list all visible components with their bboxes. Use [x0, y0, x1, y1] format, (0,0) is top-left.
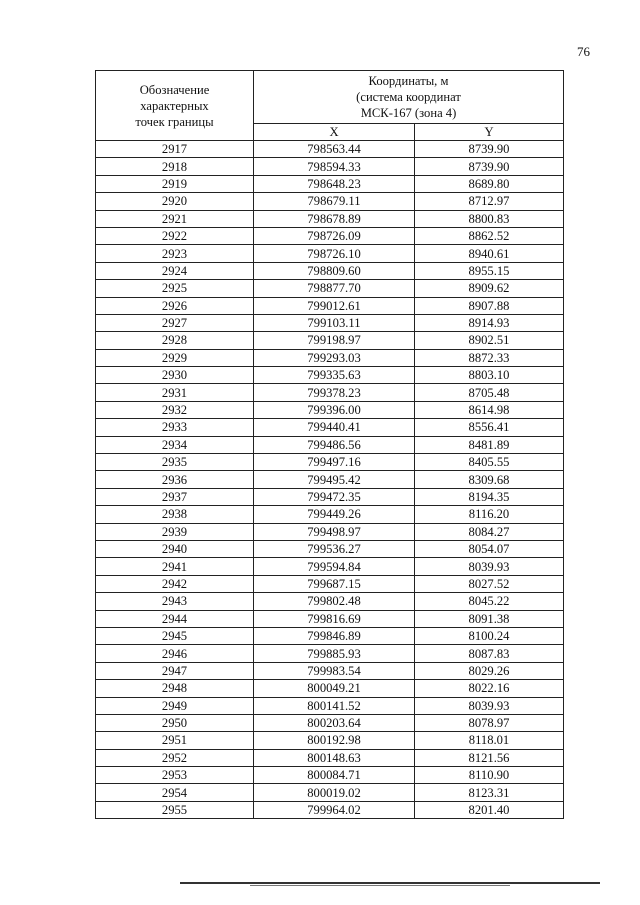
table-row: [96, 193, 564, 210]
cell-y: 8123.31: [415, 784, 564, 801]
cell-point: 2930: [96, 367, 254, 384]
table-row: [96, 645, 564, 662]
cell-y: 8914.93: [415, 314, 564, 331]
table-row: [96, 714, 564, 731]
cell-y: 8800.83: [415, 210, 564, 227]
cell-point: 2945: [96, 627, 254, 644]
cell-point: 2944: [96, 610, 254, 627]
table-row: [96, 367, 564, 384]
cell-y: 8955.15: [415, 262, 564, 279]
cell-x: 799486.56: [254, 436, 415, 453]
cell-x: 800192.98: [254, 732, 415, 749]
cell-point: 2952: [96, 749, 254, 766]
table-row: [96, 280, 564, 297]
coordinates-table: [95, 70, 564, 819]
header-coordinates-line: Координаты, м: [368, 74, 449, 88]
cell-x: 799335.63: [254, 367, 415, 384]
cell-point: 2948: [96, 680, 254, 697]
cell-y: 8909.62: [415, 280, 564, 297]
table-row: [96, 332, 564, 349]
table-row: [96, 506, 564, 523]
cell-point: 2925: [96, 280, 254, 297]
table-row: [96, 523, 564, 540]
cell-y: 8907.88: [415, 297, 564, 314]
cell-y: 8739.90: [415, 158, 564, 175]
cell-point: 2929: [96, 349, 254, 366]
cell-y: 8039.93: [415, 697, 564, 714]
cell-x: 798726.10: [254, 245, 415, 262]
table-row: [96, 488, 564, 505]
table-row: [96, 227, 564, 244]
table-row: [96, 297, 564, 314]
cell-x: 799687.15: [254, 575, 415, 592]
table-row: [96, 801, 564, 818]
cell-point: 2953: [96, 767, 254, 784]
cell-y: 8118.01: [415, 732, 564, 749]
cell-point: 2935: [96, 454, 254, 471]
cell-point: 2936: [96, 471, 254, 488]
cell-point: 2946: [96, 645, 254, 662]
header-points: [96, 71, 254, 141]
table-row: [96, 158, 564, 175]
cell-x: 799449.26: [254, 506, 415, 523]
cell-y: 8022.16: [415, 680, 564, 697]
table-row: [96, 540, 564, 557]
cell-point: 2955: [96, 801, 254, 818]
cell-point: 2923: [96, 245, 254, 262]
cell-y: 8705.48: [415, 384, 564, 401]
cell-x: 799983.54: [254, 662, 415, 679]
cell-point: 2921: [96, 210, 254, 227]
cell-x: 799497.16: [254, 454, 415, 471]
cell-y: 8872.33: [415, 349, 564, 366]
cell-point: 2926: [96, 297, 254, 314]
header-coordinates: [254, 71, 564, 124]
cell-point: 2942: [96, 575, 254, 592]
cell-y: 8100.24: [415, 627, 564, 644]
table-row: [96, 767, 564, 784]
cell-point: 2918: [96, 158, 254, 175]
cell-x: 798678.89: [254, 210, 415, 227]
table-body: [96, 141, 564, 819]
cell-x: 799536.27: [254, 540, 415, 557]
cell-x: 800203.64: [254, 714, 415, 731]
cell-point: 2928: [96, 332, 254, 349]
cell-y: 8862.52: [415, 227, 564, 244]
table-row: [96, 627, 564, 644]
cell-y: 8556.41: [415, 419, 564, 436]
cell-x: 799472.35: [254, 488, 415, 505]
cell-point: 2941: [96, 558, 254, 575]
cell-point: 2927: [96, 314, 254, 331]
table-header-row: [96, 71, 564, 124]
header-coordinates-line: (система координат: [356, 90, 461, 104]
cell-y: 8803.10: [415, 367, 564, 384]
cell-y: 8739.90: [415, 141, 564, 158]
cell-point: 2922: [96, 227, 254, 244]
cell-point: 2932: [96, 401, 254, 418]
table-row: [96, 262, 564, 279]
header-points-line: характерных: [140, 98, 209, 113]
cell-point: 2924: [96, 262, 254, 279]
cell-y: 8121.56: [415, 749, 564, 766]
page-number: 76: [577, 44, 590, 59]
table-row: [96, 175, 564, 192]
cell-point: 2940: [96, 540, 254, 557]
cell-y: 8084.27: [415, 523, 564, 540]
table-row: [96, 732, 564, 749]
cell-y: 8194.35: [415, 488, 564, 505]
cell-y: 8940.61: [415, 245, 564, 262]
cell-x: 800019.02: [254, 784, 415, 801]
cell-point: 2939: [96, 523, 254, 540]
cell-x: 799198.97: [254, 332, 415, 349]
table-row: [96, 558, 564, 575]
cell-x: 798594.33: [254, 158, 415, 175]
cell-x: 800049.21: [254, 680, 415, 697]
cell-x: 799885.93: [254, 645, 415, 662]
cell-y: 8054.07: [415, 540, 564, 557]
cell-point: 2938: [96, 506, 254, 523]
cell-x: 799495.42: [254, 471, 415, 488]
cell-point: 2934: [96, 436, 254, 453]
footer-rule-thin: [250, 885, 510, 886]
table-row: [96, 610, 564, 627]
cell-x: 799293.03: [254, 349, 415, 366]
cell-x: 799964.02: [254, 801, 415, 818]
table-row: [96, 419, 564, 436]
cell-point: 2943: [96, 593, 254, 610]
cell-x: 799440.41: [254, 419, 415, 436]
cell-y: 8614.98: [415, 401, 564, 418]
cell-x: 800148.63: [254, 749, 415, 766]
table-row: [96, 662, 564, 679]
footer-rule: [180, 882, 600, 884]
table-row: [96, 471, 564, 488]
cell-point: 2920: [96, 193, 254, 210]
table-row: [96, 454, 564, 471]
table-row: [96, 245, 564, 262]
cell-y: 8029.26: [415, 662, 564, 679]
cell-x: 798648.23: [254, 175, 415, 192]
cell-y: 8116.20: [415, 506, 564, 523]
cell-y: 8087.83: [415, 645, 564, 662]
table-row: [96, 141, 564, 158]
cell-point: 2954: [96, 784, 254, 801]
cell-x: 798809.60: [254, 262, 415, 279]
header-points-line: точек границы: [135, 114, 214, 129]
cell-x: 798563.44: [254, 141, 415, 158]
cell-y: 8039.93: [415, 558, 564, 575]
cell-x: 799802.48: [254, 593, 415, 610]
cell-x: 799846.89: [254, 627, 415, 644]
cell-x: 799378.23: [254, 384, 415, 401]
cell-x: 799594.84: [254, 558, 415, 575]
header-coordinates-line: МСК-167 (зона 4): [360, 106, 457, 120]
cell-y: 8091.38: [415, 610, 564, 627]
cell-point: 2919: [96, 175, 254, 192]
cell-x: 798726.09: [254, 227, 415, 244]
cell-point: 2950: [96, 714, 254, 731]
cell-x: 799396.00: [254, 401, 415, 418]
cell-x: 799816.69: [254, 610, 415, 627]
cell-y: 8309.68: [415, 471, 564, 488]
cell-point: 2937: [96, 488, 254, 505]
table-row: [96, 349, 564, 366]
cell-x: 799498.97: [254, 523, 415, 540]
table-row: [96, 384, 564, 401]
cell-y: 8405.55: [415, 454, 564, 471]
table-row: [96, 436, 564, 453]
cell-x: 799012.61: [254, 297, 415, 314]
cell-y: 8481.89: [415, 436, 564, 453]
cell-y: 8712.97: [415, 193, 564, 210]
cell-x: 800141.52: [254, 697, 415, 714]
header-y: Y: [415, 124, 564, 141]
cell-x: 798877.70: [254, 280, 415, 297]
table-row: [96, 401, 564, 418]
table-row: [96, 680, 564, 697]
cell-point: 2949: [96, 697, 254, 714]
cell-x: 800084.71: [254, 767, 415, 784]
cell-x: 799103.11: [254, 314, 415, 331]
cell-point: 2931: [96, 384, 254, 401]
cell-point: 2917: [96, 141, 254, 158]
cell-y: 8201.40: [415, 801, 564, 818]
header-points-line: Обозначение: [139, 82, 210, 97]
cell-point: 2951: [96, 732, 254, 749]
cell-y: 8045.22: [415, 593, 564, 610]
cell-y: 8689.80: [415, 175, 564, 192]
cell-y: 8078.97: [415, 714, 564, 731]
table-row: [96, 314, 564, 331]
cell-y: 8110.90: [415, 767, 564, 784]
table-row: [96, 593, 564, 610]
table-row: [96, 697, 564, 714]
table-row: [96, 749, 564, 766]
cell-y: 8027.52: [415, 575, 564, 592]
header-x: X: [254, 124, 415, 141]
cell-y: 8902.51: [415, 332, 564, 349]
table-row: [96, 784, 564, 801]
cell-x: 798679.11: [254, 193, 415, 210]
table-row: [96, 210, 564, 227]
table-row: [96, 575, 564, 592]
cell-point: 2933: [96, 419, 254, 436]
cell-point: 2947: [96, 662, 254, 679]
